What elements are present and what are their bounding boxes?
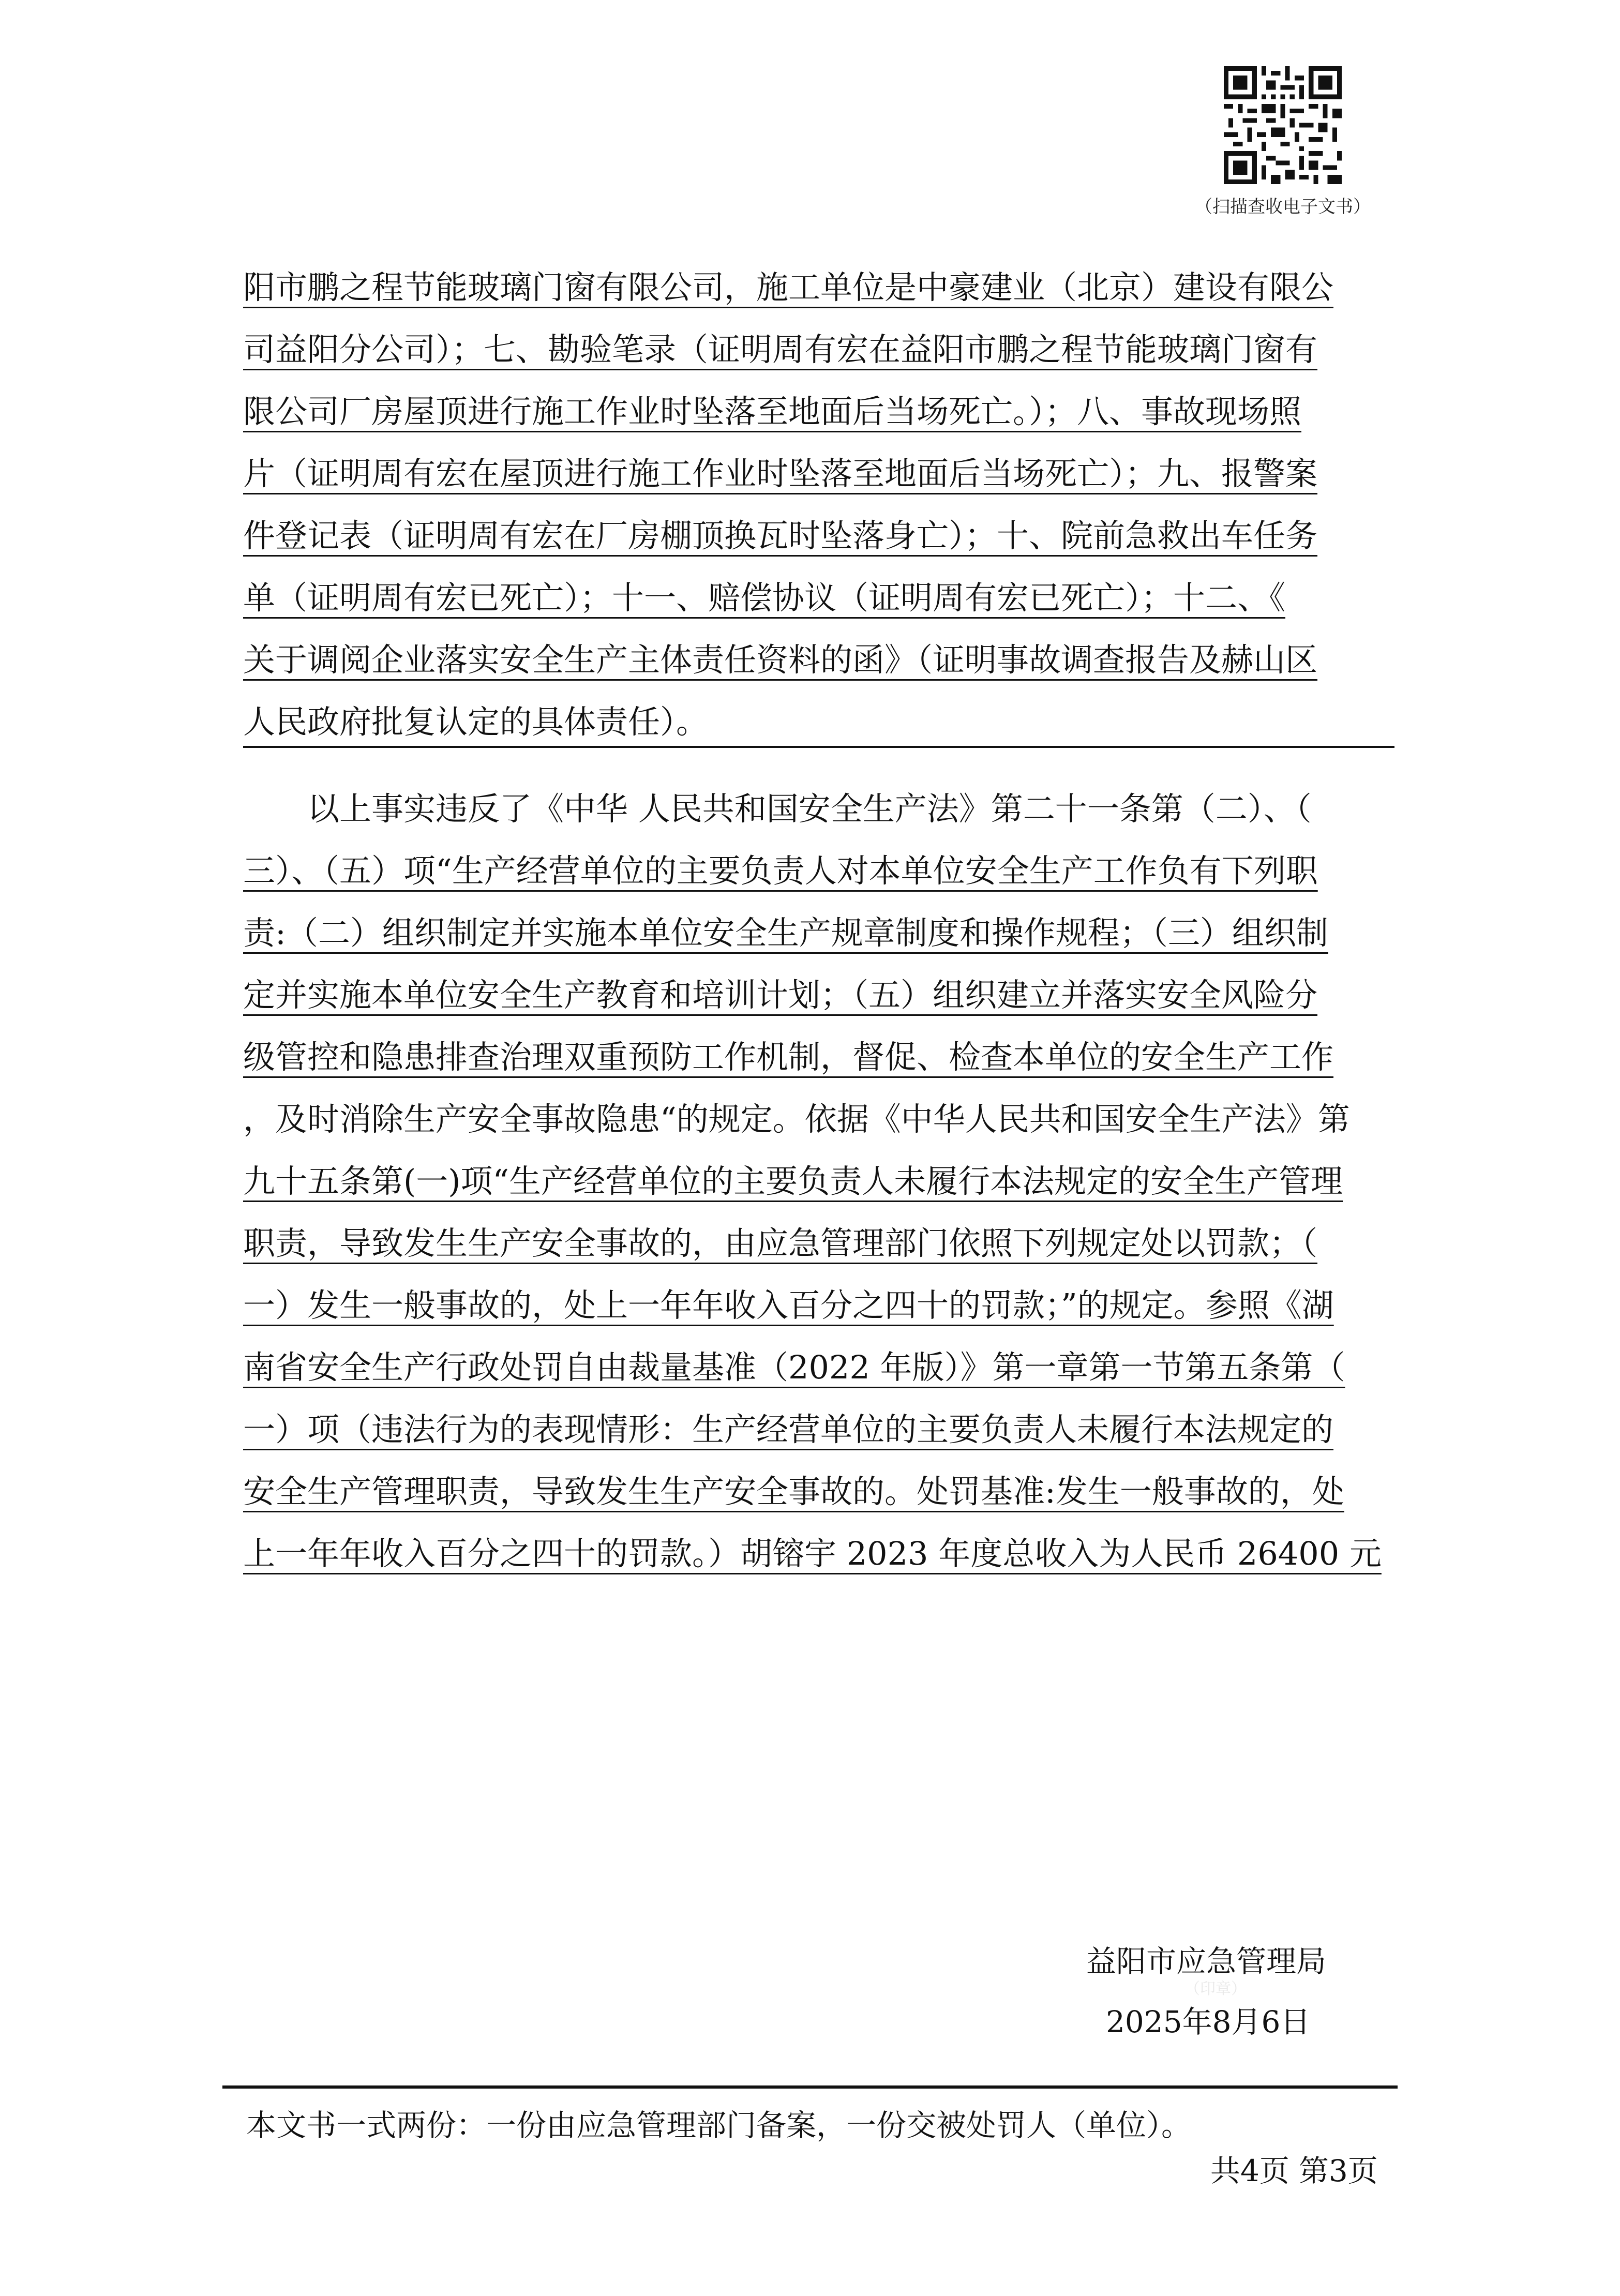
- legal-line: 南省安全生产行政处罚自由裁量基准（2022 年版）》第一章第一节第五条第（: [243, 1348, 1345, 1386]
- evidence-line: 关于调阅企业落实安全生产主体责任资料的函》（证明事故调查报告及赫山区: [243, 641, 1318, 679]
- evidence-line: 限公司厂房屋顶进行施工作业时坠落至地面后当场死亡。）；八、事故现场照: [243, 393, 1302, 430]
- legal-line: 安全生产管理职责，导致发生生产安全事故的。处罚基准:发生一般事故的，处: [243, 1473, 1344, 1510]
- evidence-line: 人民政府批复认定的具体责任）。: [243, 703, 709, 741]
- total-pages: 共4页: [1210, 2153, 1289, 2188]
- current-page: 第3页: [1298, 2153, 1378, 2188]
- seal-placeholder: （印章）: [1184, 1980, 1247, 1998]
- issue-date: 2025年8月6日: [1106, 2004, 1311, 2039]
- footer-note: 本文书一式两份：一份由应急管理部门备案，一份交被处罚人（单位）。: [246, 2108, 1192, 2143]
- legal-line: 三）、（五）项“生产经营单位的主要负责人对本单位安全生产工作负有下列职: [243, 852, 1318, 890]
- evidence-line: 司益阳分公司）；七、勘验笔录（证明周有宏在益阳市鹏之程节能玻璃门窗有: [243, 331, 1318, 368]
- issuing-authority: 益阳市应急管理局: [1086, 1944, 1327, 1979]
- evidence-line: 阳市鹏之程节能玻璃门窗有限公司，施工单位是中豪建业（北京）建设有限公: [243, 268, 1334, 306]
- evidence-line: 件登记表（证明周有宏在厂房棚顶换瓦时坠落身亡）；十、院前急救出车任务: [243, 517, 1318, 554]
- footer-divider: [222, 2085, 1398, 2089]
- legal-line: 上一年年收入百分之四十的罚款。）胡镕宇 2023 年度总收入为人民币 26400 元: [243, 1535, 1382, 1572]
- page-indicator: [1210, 2147, 1378, 2190]
- legal-line: 责:（二）组织制定并实施本单位安全生产规章制度和操作规程；（三）组织制: [243, 914, 1328, 952]
- legal-line: 定并实施本单位安全生产教育和培训计划；（五）组织建立并落实安全风险分: [243, 976, 1318, 1014]
- legal-line: 九十五条第(一)项“生产经营单位的主要负责人未履行本法规定的安全生产管理: [243, 1162, 1343, 1200]
- legal-line: 一）发生一般事故的，处上一年年收入百分之四十的罚款；”的规定。参照《湖: [243, 1286, 1334, 1324]
- legal-line: 职责，导致发生生产安全事故的，由应急管理部门依照下列规定处以罚款；（: [243, 1224, 1318, 1262]
- evidence-line: 片（证明周有宏在屋顶进行施工作业时坠落至地面后当场死亡）；九、报警案: [243, 455, 1318, 492]
- legal-line: ，及时消除生产安全事故隐患“的规定。依据《中华人民共和国安全生产法》第: [243, 1100, 1350, 1138]
- qr-code: [1224, 66, 1342, 184]
- legal-line: 以上事实违反了《中华 人民共和国安全生产法》第二十一条第（二）、（: [243, 790, 1312, 828]
- legal-line: 一）项（违法行为的表现情形：生产经营单位的主要负责人未履行本法规定的: [243, 1410, 1334, 1448]
- evidence-underline: [243, 746, 1394, 748]
- qr-caption: （扫描查收电子文书）: [1195, 197, 1371, 217]
- evidence-line: 单（证明周有宏已死亡）；十一、赔偿协议（证明周有宏已死亡）；十二、《: [243, 579, 1286, 617]
- legal-line: 级管控和隐患排查治理双重预防工作机制，督促、检查本单位的安全生产工作: [243, 1038, 1334, 1076]
